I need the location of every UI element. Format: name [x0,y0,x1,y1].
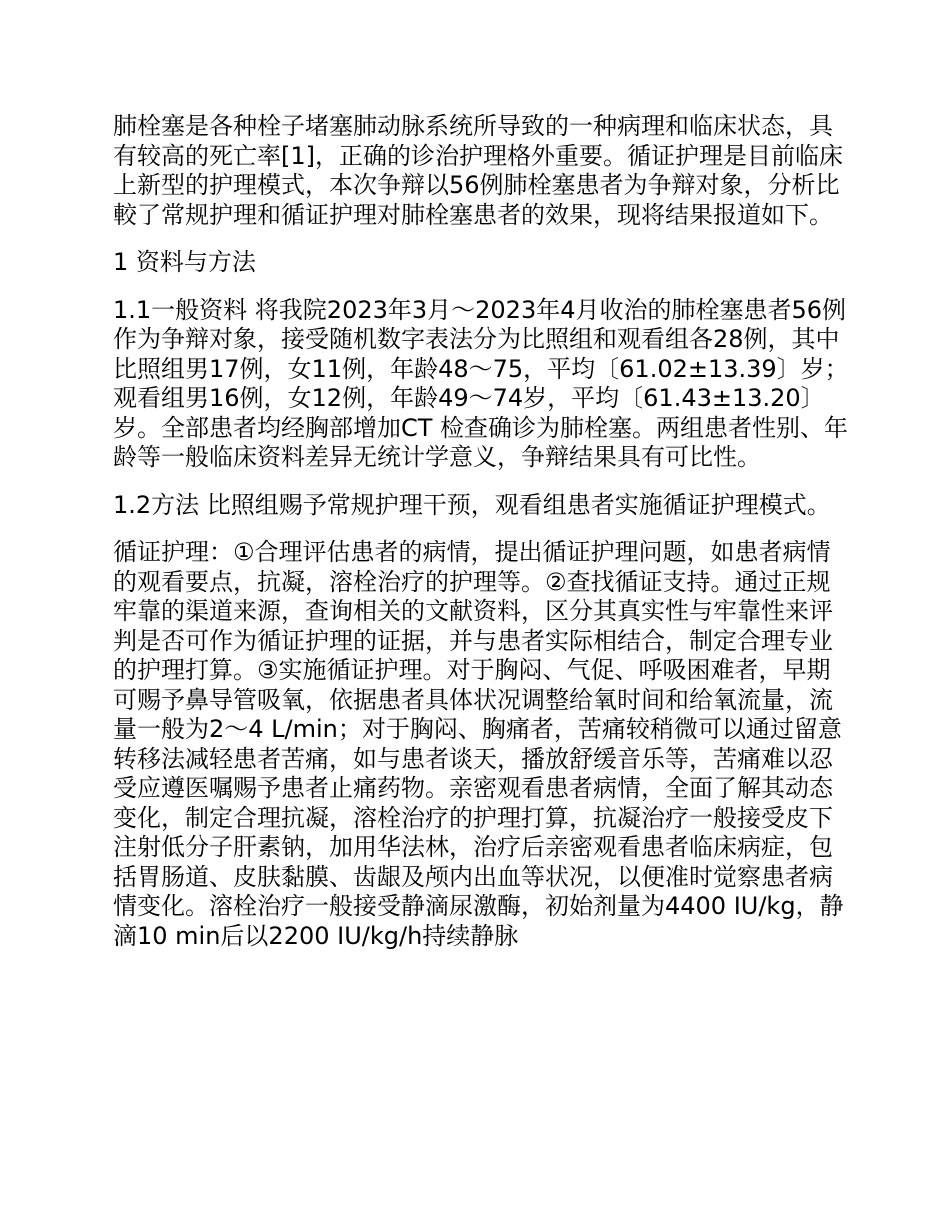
intro-paragraph: 肺栓塞是各种栓子堵塞肺动脉系统所导致的一种病理和临床状态，具有较高的死亡率[1]，正确的诊治护理格外重要。循证护理是目前临床上新型的护理模式，本次争辩以56例肺栓塞患者为争辩对象，分析比較了常规护理和循证护理对肺栓塞患者的效果，现将结果报道如下。 [113,112,843,229]
document-body [113,112,853,969]
methods-paragraph: 1.2方法 比照组赐予常规护理干预，观看组患者实施循证护理模式。 [113,490,831,519]
evidence-based-nursing-paragraph: 循证护理：①合理评估患者的病情，提出循证护理问题，如患者病情的观看要点，抗凝，溶栓治疗的护理等。②查找循证支持。通过正规牢靠的渠道来源，查询相关的文献资料，区分其真实性与牢靠性来评判是否可作为循证护理的证据，并与患者实际相结合，制定合理专业的护理打算。③实施循证护理。对于胸闷、气促、呼吸困难者，早期可赐予鼻导管吸氧，依据患者具体状况调整给氧时间和给氧流量，流量一般为2～4 L/min；对于胸闷、胸痛者，苦痛较稍微可以通过留意转移法减轻患者苦痛，如与患者谈天，播放舒缓音乐等，苦痛难以忍受应遵医嘱赐予患者止痛药物。亲密观看患者病情，全面了解其动态变化，制定合理抗凝，溶栓治疗的护理打算，抗凝治疗一般接受皮下注射低分子肝素钠，加用华法林，治疗后亲密观看患者临床病症，包括胃肠道、皮肤黏膜、齿龈及颅内出血等状况，以便准时觉察患者病情变化。溶栓治疗一般接受静滴尿激酶，初始剂量为4400 IU/kg，静滴10 min后以2200 IU/kg/h持续静脉 [113,538,844,950]
section-heading-materials-methods: 1 资料与方法 [113,248,256,276]
general-data-paragraph: 1.1一般资料 将我院2023年3月～2023年4月收治的肺栓塞患者56例作为争辩对象，接受随机数字表法分为比照组和观看组各28例，其中比照组男17例，女11例，年龄48～75，平均〔61.02±13.39〕岁；观看组男16例，女12例，年龄49～74岁，平均〔61.43±13.20〕岁。全部患者均经胸部增加CT 检查确诊为肺栓塞。两组患者性别、年龄等一般临床资料差异无统计学意义，争辩结果具有可比性。 [113,295,849,471]
